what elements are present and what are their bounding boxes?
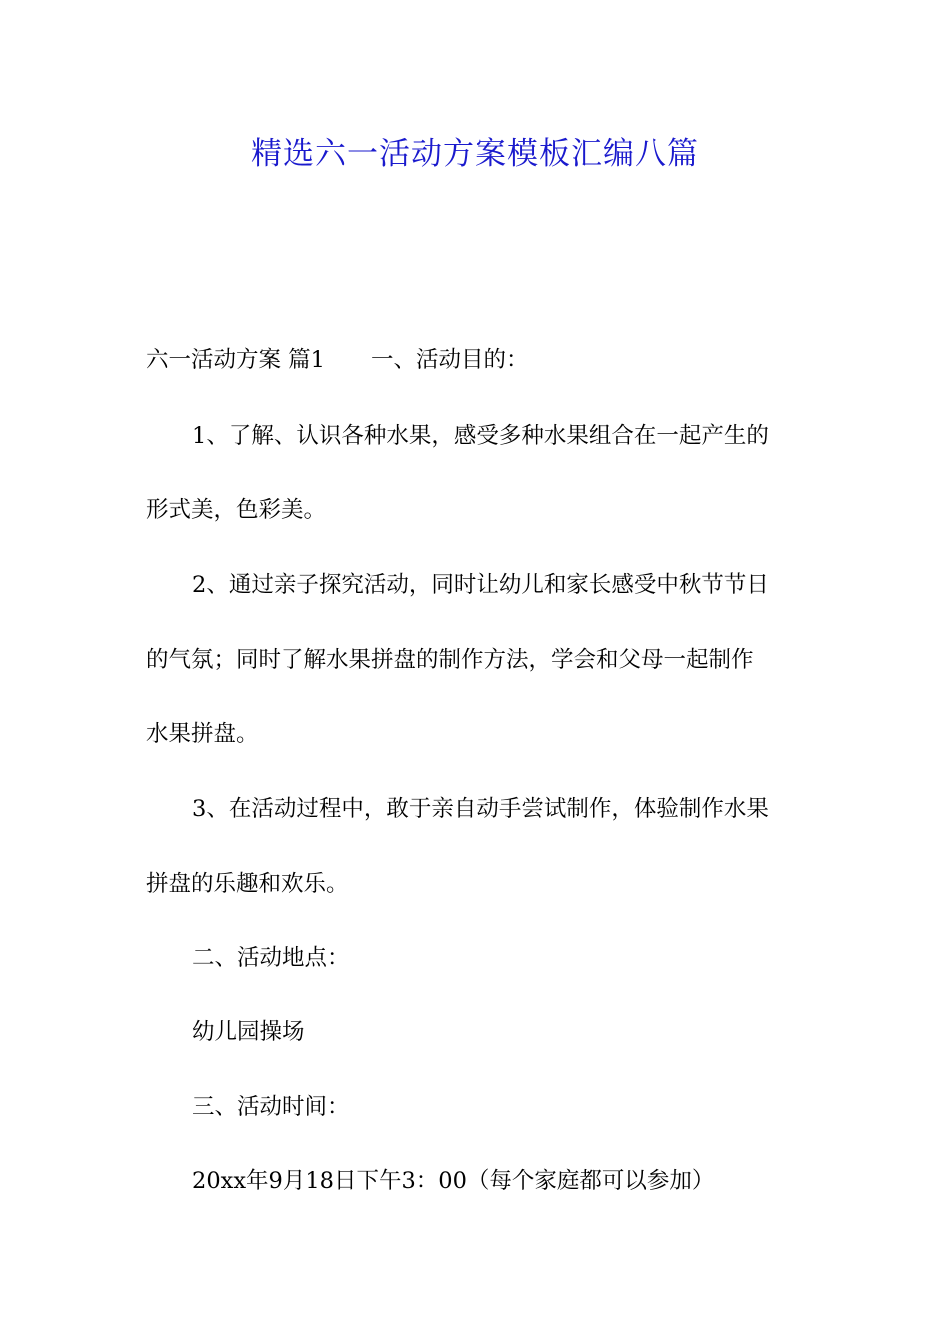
- time-text: 20xx年9月18日下午3：00（每个家庭都可以参加）: [192, 1168, 715, 1194]
- section-heading: 六一活动方案 篇1: [146, 347, 325, 373]
- objective-3-line-2: 拼盘的乐趣和欢乐。: [146, 871, 349, 897]
- objective-3-line-1: 3、在活动过程中，敢于亲自动手尝试制作，体验制作水果: [192, 796, 769, 822]
- location-text: 幼儿园操场: [192, 1019, 305, 1045]
- document-title: 精选六一活动方案模板汇编八篇: [251, 136, 699, 172]
- section-heading-line: [146, 345, 528, 375]
- objective-2-line-3: 水果拼盘。: [146, 721, 259, 747]
- objective-2-line-1: 2、通过亲子探究活动，同时让幼儿和家长感受中秋节节日: [192, 572, 769, 598]
- heading-time: 三、活动时间：: [192, 1094, 350, 1120]
- objective-1-line-2: 形式美，色彩美。: [146, 497, 327, 523]
- objective-2-line-2: 的气氛；同时了解水果拼盘的制作方法，学会和父母一起制作: [146, 647, 754, 673]
- objective-1-line-1: 1、了解、认识各种水果，感受多种水果组合在一起产生的: [192, 423, 769, 449]
- heading-location: 二、活动地点：: [192, 945, 350, 971]
- heading-objective: 一、活动目的：: [370, 347, 529, 373]
